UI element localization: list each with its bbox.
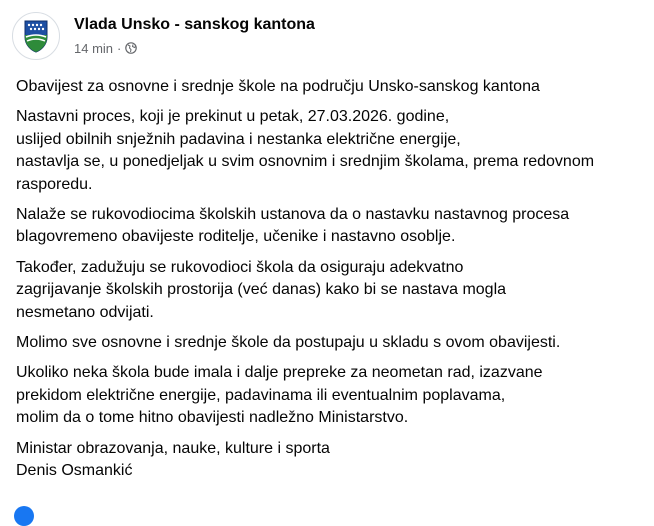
post-timestamp[interactable]: 14 min <box>74 40 114 56</box>
meta-separator: · <box>117 40 122 56</box>
post-paragraph: Ukoliko neka škola bude imala i dalje prepreke za neometan rad, izazvane prekidom električne energije, padavinama ili eventualnim poplavama, molim da o tome hitno obavijesti nadležno Ministarstvo. <box>16 364 543 427</box>
page-avatar[interactable] <box>12 12 60 60</box>
post-meta <box>74 39 137 57</box>
post-paragraph: Nalaže se rukovodiocima školskih ustanova da o nastavku nastavnog procesa blagovremeno obavijeste roditelje, učenike i nastavno osoblje. <box>16 206 570 246</box>
like-reaction-icon[interactable] <box>14 506 34 526</box>
crest-logo-icon <box>13 13 59 59</box>
post-signature: Ministar obrazovanja, nauke, kulture i sporta Denis Osmankić <box>16 439 330 480</box>
post-paragraph: Također, zadužuju se rukovodioci škola da osiguraju adekvatno zagrijavanje školskih prostorija (već danas) kako bi se nastava mogla nesmetano odvijati. <box>16 258 507 321</box>
post-paragraph: Nastavni proces, koji je prekinut u petak, 27.03.2026. godine, uslijed obilnih snježnih padavina i nestanka električne energije, nastavlja se, u ponedjeljak u svim osnovnim i srednjim školama, prema redovnom rasporedu. <box>16 108 595 193</box>
page-name-link[interactable]: Vlada Unsko - sanskog kantona <box>74 16 315 33</box>
post-paragraph: Molimo sve osnovne i srednje škole da postupaju u skladu s ovom obavijesti. <box>16 334 561 352</box>
post-header <box>12 12 632 60</box>
post-body <box>16 76 641 491</box>
globe-icon[interactable] <box>125 42 137 54</box>
post-paragraph-title: Obavijest za osnovne i srednje škole na području Unsko-sanskog kantona <box>16 78 540 95</box>
